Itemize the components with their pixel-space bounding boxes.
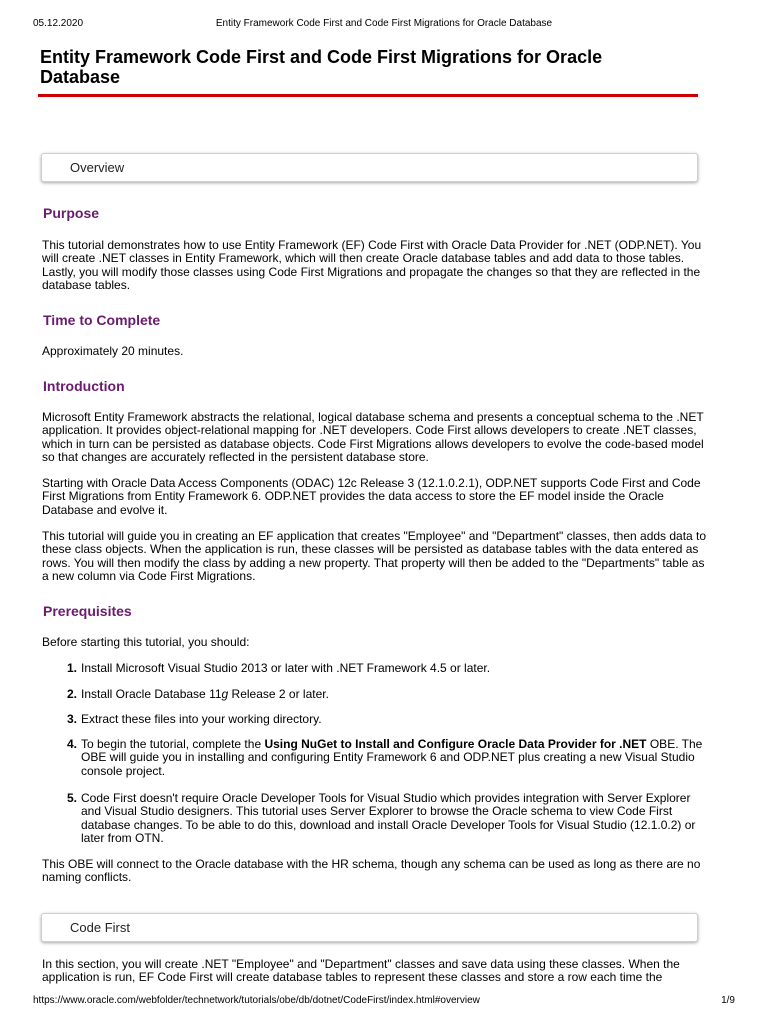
- title-divider: [38, 94, 698, 97]
- nuget-obe-link[interactable]: Using NuGet to Install and Configure Oracle Data Provider for .NET: [264, 737, 647, 751]
- print-footer: [33, 995, 735, 1007]
- list-item: 5. Code First doesn't require Oracle Developer Tools for Visual Studio which provides integration with Server Explorer and Visual Studio designers. This tutorial uses Server Explorer to browse the Oracle schema to view Code First database changes. To be able to do this, download and install Oracle Developer Tools for Visual Studio (12.1.0.2) or later from OTN.: [67, 791, 696, 846]
- introduction-paragraph-3: This tutorial will guide you in creating an EF application that creates "Employee" and "Department" classes, then adds data to these class objects. When the application is run, these classes will be persisted as database tables with the data entered as rows. You will then modify the class by adding a new property. That property will then be added to the "Departments" table as a new column via Code First Migrations.: [42, 529, 707, 584]
- code-first-section-label: Code First: [70, 920, 130, 935]
- prerequisites-intro: Before starting this tutorial, you should:: [42, 635, 250, 649]
- list-item: 3. Extract these files into your working directory.: [67, 712, 322, 726]
- time-heading: Time to Complete: [43, 312, 161, 328]
- introduction-heading: Introduction: [43, 378, 125, 394]
- introduction-paragraph-2: Starting with Oracle Data Access Components (ODAC) 12c Release 3 (12.1.0.2.1), ODP.NET supports Code First and Code First Migrations from Entity Framework 6. ODP.NET provides the data access to store the EF model inside the Oracle Database and evolve it.: [42, 476, 701, 517]
- code-first-section-header[interactable]: [41, 913, 698, 942]
- page-title: Entity Framework Code First and Code First Migrations for Oracle Database: [40, 47, 603, 87]
- prerequisites-heading: Prerequisites: [43, 603, 132, 619]
- purpose-heading: Purpose: [43, 205, 100, 221]
- prerequisites-outro: This OBE will connect to the Oracle database with the HR schema, though any schema can be used as long as there are no naming conflicts.: [42, 857, 701, 885]
- page-number: 1/9: [721, 995, 735, 1006]
- code-first-text: In this section, you will create .NET "Employee" and "Department" classes and save data using these classes. When the application is run, EF Code First will create database tables to represent these classes and store a row each time the: [42, 958, 680, 985]
- list-item: 1. Install Microsoft Visual Studio 2013 or later with .NET Framework 4.5 or later.: [67, 661, 491, 675]
- overview-section-label: Overview: [70, 160, 125, 175]
- print-date: 05.12.2020: [33, 18, 84, 29]
- print-doc-title: Entity Framework Code First and Code First Migrations for Oracle Database: [215, 18, 553, 29]
- list-item: 2. Install Oracle Database 11g Release 2 or later.: [67, 687, 329, 701]
- purpose-text: This tutorial demonstrates how to use Entity Framework (EF) Code First with Oracle Data Provider for .NET (ODP.NET). You will create .NET classes in Entity Framework, which will then create Oracle database tables and add data to those tables. Lastly, you will modify those classes using Code First Migrations and propagate the changes so that they are reflected in the database tables.: [42, 238, 702, 293]
- introduction-paragraph-1: Microsoft Entity Framework abstracts the relational, logical database schema and presents a conceptual schema to the .NET application. It provides object-relational mapping for .NET developers. Code First allows developers to create .NET classes, which in turn can be persisted as database objects. Code First Migrations allows developers to evolve the code-based model so that changes are accurately reflected in the persistent database store.: [42, 410, 704, 465]
- overview-section-header[interactable]: [41, 153, 698, 182]
- print-url: https://www.oracle.com/webfolder/technetwork/tutorials/obe/db/dotnet/CodeFirst/index.html#overview: [33, 995, 480, 1006]
- time-text: Approximately 20 minutes.: [42, 344, 184, 358]
- list-item: 4. To begin the tutorial, complete the Using NuGet to Install and Configure Oracle Data Provider for .NET OBE. The OBE will guide you in installing and configuring Entity Framework 6 and ODP.NET plus creating a new Visual Studio console project.: [67, 737, 703, 778]
- print-header: [33, 18, 735, 30]
